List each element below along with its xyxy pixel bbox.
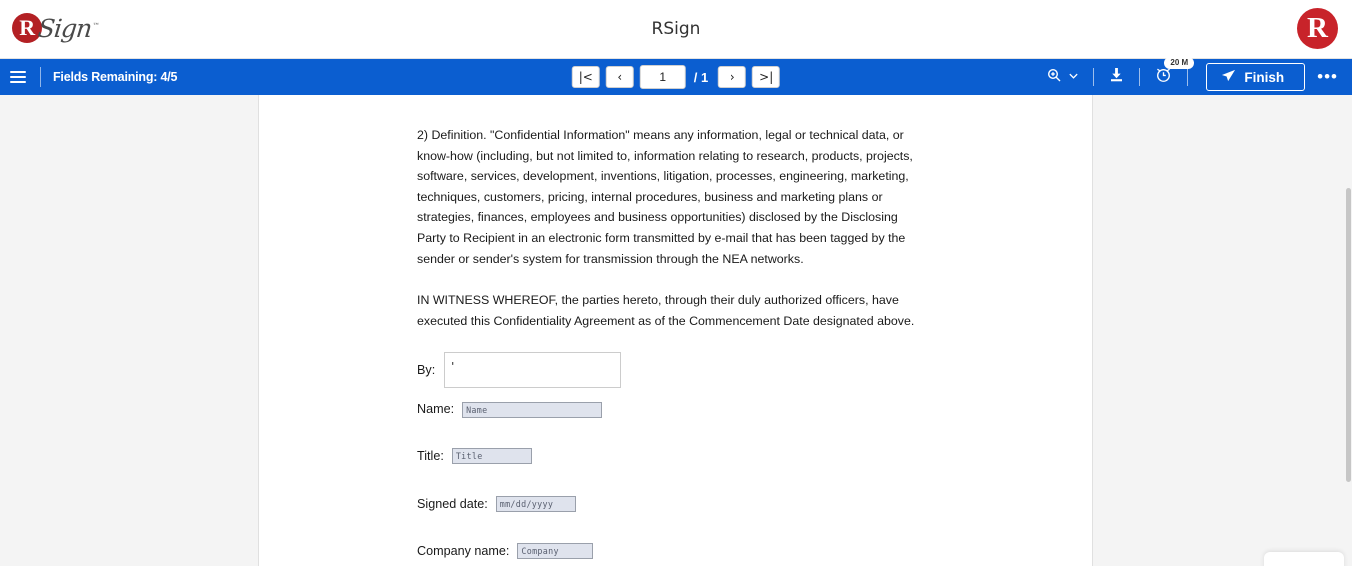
document-page bbox=[258, 95, 1093, 566]
name-input[interactable]: Name bbox=[462, 402, 602, 418]
title-label: Title: bbox=[417, 448, 444, 463]
definition-paragraph: 2) Definition. "Confidential Information" means any information, legal or technical data, or know-how (including, but not limited to, information relating to research, products, projects, software, services, development, inventions, litigation, processes, engineering, marketing, techniques, customers, pricing, internal procedures, business and marketing plans or strategies, finances, employees and business opportunities) disclosed by the Disclosing Party to Recipient in an electronic form transmitted by e-mail that has been tagged by the sender or sender's system for transmission through the NEA networks. bbox=[417, 128, 913, 266]
hamburger-line bbox=[10, 81, 26, 83]
by-field-row bbox=[417, 352, 929, 388]
rsign-logo-mark: R bbox=[12, 13, 42, 43]
toolbar-divider bbox=[1139, 68, 1140, 86]
timer-badge: 20 M bbox=[1164, 57, 1194, 69]
signed-date-input[interactable]: mm/dd/yyyy bbox=[496, 496, 576, 512]
pagination-controls bbox=[572, 65, 780, 89]
company-name-field-row bbox=[417, 541, 929, 562]
toolbar-right-group bbox=[1042, 59, 1352, 95]
rsign-corner-badge-icon: R bbox=[1297, 8, 1338, 49]
by-label: By: bbox=[417, 363, 436, 378]
rsign-logo-wordmark-text: Sign bbox=[36, 13, 93, 43]
support-chat-widget[interactable] bbox=[1264, 552, 1344, 566]
trademark-symbol: ™ bbox=[92, 21, 99, 30]
page-title: RSign bbox=[651, 19, 701, 39]
signature-field-value: ' bbox=[451, 360, 455, 374]
fields-remaining-label: Fields Remaining: 4/5 bbox=[53, 70, 178, 84]
previous-page-button[interactable]: ‹ bbox=[606, 66, 634, 88]
download-button[interactable] bbox=[1104, 66, 1129, 88]
company-name-input[interactable]: Company bbox=[517, 543, 593, 559]
vertical-scrollbar[interactable] bbox=[1345, 95, 1352, 566]
name-field-row bbox=[417, 399, 929, 420]
zoom-control[interactable] bbox=[1042, 67, 1083, 88]
finish-button[interactable] bbox=[1206, 63, 1305, 91]
toolbar-divider bbox=[40, 67, 41, 87]
witness-paragraph: IN WITNESS WHEREOF, the parties hereto, through their duly authorized officers, have executed this Confidentiality Agreement as of the Commencement Date designated above. bbox=[417, 293, 915, 328]
document-content bbox=[259, 95, 929, 562]
company-name-label: Company name: bbox=[417, 544, 510, 559]
signed-date-label: Signed date: bbox=[417, 496, 488, 511]
rsign-logo[interactable] bbox=[12, 8, 98, 48]
session-timer[interactable] bbox=[1150, 58, 1189, 89]
paper-plane-icon bbox=[1221, 68, 1236, 86]
hamburger-line bbox=[10, 71, 26, 73]
next-page-button[interactable]: › bbox=[718, 66, 746, 88]
hamburger-line bbox=[10, 76, 26, 78]
more-options-button[interactable]: ••• bbox=[1317, 67, 1338, 86]
app-header bbox=[0, 0, 1352, 59]
page-number-input[interactable] bbox=[640, 65, 686, 89]
scrollbar-thumb[interactable] bbox=[1346, 188, 1351, 482]
signature-field[interactable] bbox=[444, 352, 621, 388]
title-input[interactable]: Title bbox=[452, 448, 532, 464]
first-page-button[interactable]: |< bbox=[572, 66, 600, 88]
signed-date-field-row bbox=[417, 494, 929, 515]
last-page-button[interactable]: >| bbox=[752, 66, 780, 88]
document-toolbar bbox=[0, 59, 1352, 95]
magnifier-zoom-icon bbox=[1046, 67, 1062, 88]
document-viewer bbox=[0, 95, 1352, 566]
finish-button-label: Finish bbox=[1244, 69, 1285, 85]
toolbar-divider bbox=[1093, 68, 1094, 86]
total-pages-label: / 1 bbox=[693, 69, 709, 85]
rsign-logo-wordmark bbox=[36, 14, 99, 43]
hamburger-menu-icon[interactable] bbox=[10, 71, 28, 83]
title-field-row bbox=[417, 446, 929, 467]
toolbar-divider bbox=[1187, 68, 1188, 86]
download-icon bbox=[1108, 66, 1125, 88]
chevron-down-icon bbox=[1068, 68, 1079, 86]
name-label: Name: bbox=[417, 402, 455, 417]
toolbar-left-group bbox=[0, 59, 177, 95]
